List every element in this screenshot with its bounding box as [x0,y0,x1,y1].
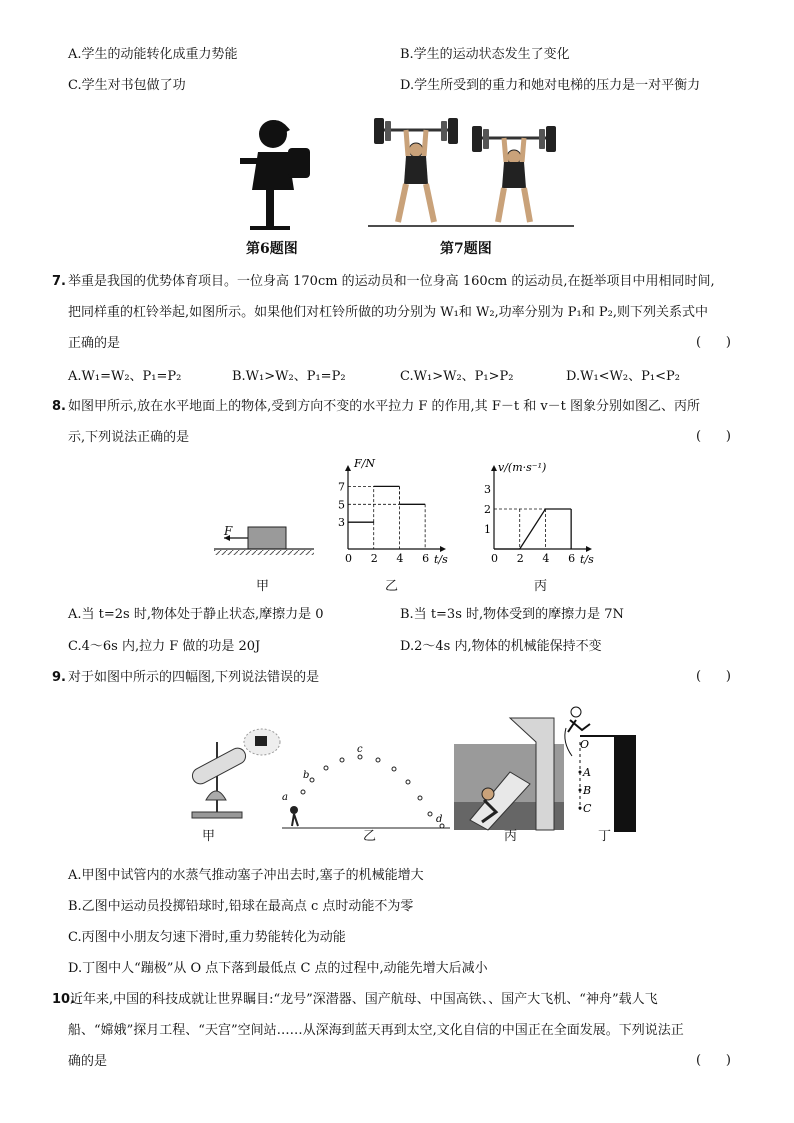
q7-number: 7. [52,274,66,289]
q7-line-1: 举重是我国的优势体育项目。一位身高 170cm 的运动员和一位身高 160cm 的运动员,在挺举项目中用相同时间, [68,274,715,289]
x-tick-label: 4 [396,552,404,565]
q7-answer-paren: ( ) [696,335,731,350]
velocity-line [494,509,571,549]
q8-option-b: B.当 t=3s 时,物体受到的摩擦力是 7N [400,607,624,622]
point-c: c [357,744,363,755]
q9-label-bing: 丙 [504,829,518,844]
test-tube-figure [190,729,280,818]
x-axis-label: t/s [434,553,448,566]
x-tick-label: 4 [542,552,550,565]
y-tick-label: 1 [484,523,491,536]
y-tick-label: 2 [484,503,491,516]
fig6-caption: 第6题图 [246,241,298,257]
student-silhouette-icon [240,120,310,230]
y-tick-label: 3 [338,516,345,530]
q9-answer-paren: ( ) [696,669,731,684]
label-bing: 丙 [534,579,548,594]
x-tick-label: 6 [422,552,430,565]
point-b-bungee: B [583,784,592,797]
point-o: O [580,738,590,751]
y-axis-arrow [491,465,497,471]
chart-force-time [326,455,466,567]
x-axis-arrow [586,546,592,552]
q8-option-c: C.4～6s 内,拉力 F 做的功是 20J [68,639,261,654]
q10-answer-paren: ( ) [696,1053,731,1068]
q7-line-3: 正确的是 [68,336,121,351]
x-tick-label: 6 [568,552,576,565]
q8-answer-paren: ( ) [696,429,731,444]
label-yi: 乙 [385,579,399,594]
q9-label-ding: 丁 [598,829,612,844]
y-axis-arrow [345,465,351,471]
q6-option-a: A.学生的动能转化成重力势能 [68,47,238,62]
q7-line-2: 把同样重的杠铃举起,如图所示。如果他们对杠铃所做的功分别为 W₁和 W₂,功率分别为 P₁和 P₂,则下列关系式中 [68,305,708,320]
q8-option-d: D.2～4s 内,物体的机械能保持不变 [400,639,602,654]
q8-line-2: 示,下列说法正确的是 [68,430,190,445]
x-tick-label: 0 [491,552,498,565]
q6-option-c: C.学生对书包做了功 [68,78,186,93]
point-c-bungee: C [583,802,592,815]
x-axis-label: t/s [580,553,594,566]
force-label: F [224,524,233,538]
y-tick-label: 5 [338,498,345,512]
chart-velocity-time [472,455,602,567]
q7-option-b: B.W₁>W₂、P₁=P₂ [232,369,346,384]
x-tick-label: 2 [516,552,524,565]
y-tick-label: 7 [338,480,345,494]
q7-option-d: D.W₁<W₂、P₁<P₂ [566,369,680,384]
q9-label-yi: 乙 [363,829,377,844]
q9-label-jia: 甲 [202,829,216,844]
shot-put-figure [282,744,450,828]
q9-option-d: D.丁图中人“蹦极”从 O 点下落到最低点 C 点的过程中,动能先增大后减小 [68,961,488,976]
q10-line-3: 确的是 [68,1054,108,1069]
q8-number: 8. [52,399,66,414]
y-axis-label: F/N [354,457,375,470]
q6-option-b: B.学生的运动状态发生了变化 [400,47,570,62]
q7-option-c: C.W₁>W₂、P₁>P₂ [400,369,514,384]
block-object [248,527,286,549]
q10-number: 10. [52,992,76,1007]
q10-line-1: 近年来,中国的科技成就让世界瞩目:“龙号”深潜器、国产航母、中国高铁、、国产大飞机、“神舟”载人飞 [70,992,658,1007]
q6-option-d: D.学生所受到的重力和她对电梯的压力是一对平衡力 [400,78,701,93]
fig7-caption: 第7题图 [440,241,492,257]
point-a: a [282,792,288,803]
q8-option-a: A.当 t=2s 时,物体处于静止状态,摩擦力是 0 [68,607,324,622]
q7-option-a: A.W₁=W₂、P₁=P₂ [68,369,182,384]
y-axis-label: v/(m·s⁻¹) [498,461,547,474]
y-tick-label: 3 [484,483,491,496]
x-tick-label: 0 [345,552,352,565]
point-d: d [436,814,443,825]
weightlifters-figure [368,118,574,226]
q9-number: 9. [52,670,66,685]
q9-option-c: C.丙图中小朋友匀速下滑时,重力势能转化为动能 [68,930,346,945]
point-a-bungee: A [583,766,591,779]
q8-line-1: 如图甲所示,放在水平地面上的物体,受到方向不变的水平拉力 F 的作用,其 F－t 和 v－t 图象分别如图乙、丙所 [68,399,701,414]
x-tick-label: 2 [370,552,378,565]
q9-option-a: A.甲图中试管内的水蒸气推动塞子冲出去时,塞子的机械能增大 [68,868,424,883]
q9-stem: 对于如图中所示的四幅图,下列说法错误的是 [68,670,320,685]
q9-option-b: B.乙图中运动员投掷铅球时,铅球在最高点 c 点时动能不为零 [68,899,414,914]
x-axis-arrow [440,546,446,552]
label-jia: 甲 [256,579,270,594]
q10-line-2: 船、“嫦娥”探月工程、“天宫”空间站……从深海到蓝天再到太空,文化自信的中国正在全面发展。下列说法正 [68,1023,684,1038]
q9-four-figures [170,702,640,852]
bungee-figure [565,707,636,832]
point-b: b [303,770,310,781]
slide-figure [454,718,564,830]
